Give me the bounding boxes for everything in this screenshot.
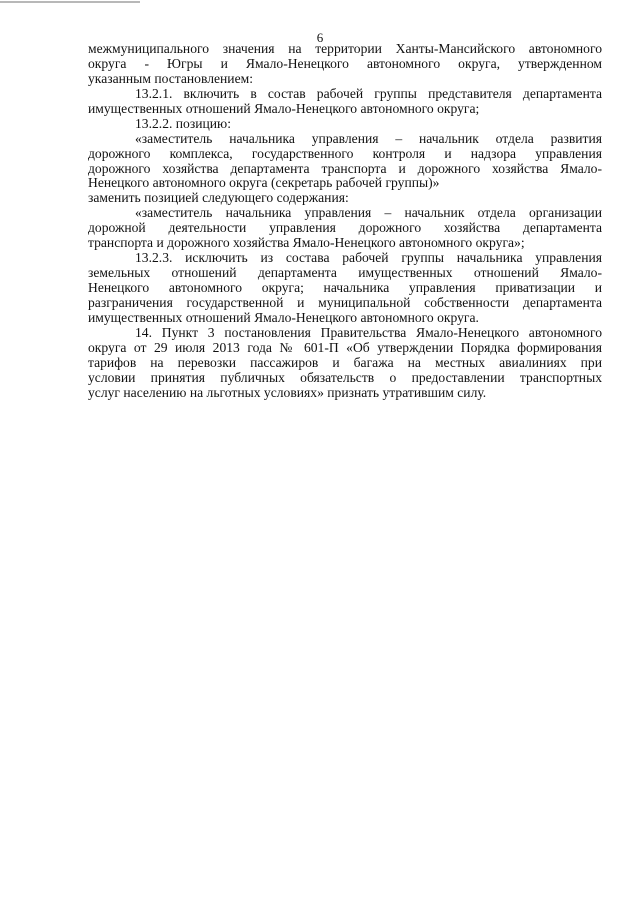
paragraph <box>88 42 602 87</box>
text-line: транспорта и дорожного хозяйства Ямало-Ненецкого автономного округа»; <box>88 235 525 251</box>
paragraph <box>88 191 602 206</box>
paragraph <box>88 206 602 251</box>
paragraph <box>88 87 602 117</box>
text-line: заменить позицией следующего содержания: <box>88 190 349 206</box>
text-line: Ненецкого автономного округа (секретарь рабочей группы)» <box>88 175 440 191</box>
text-line: тарифов на перевозки пассажиров и багажа на местных авиалиниях при <box>88 354 602 370</box>
text-line: 13.2.3. исключить из состава рабочей группы начальника управления <box>135 250 602 266</box>
text-line: 13.2.2. позицию: <box>135 115 231 131</box>
paragraph <box>88 326 602 401</box>
scan-edge-line <box>0 1 140 3</box>
text-line: дорожного хозяйства департамента транспорта и дорожного хозяйства Ямало- <box>88 160 602 176</box>
text-line: условии принятия публичных обязательств о предоставлении транспортных <box>88 369 602 385</box>
text-line: указанным постановлением: <box>88 70 253 86</box>
text-line: Ненецкого автономного округа; начальника управления приватизации и <box>88 280 602 296</box>
text-line: дорожного комплекса, государственного контроля и надзора управления <box>88 145 602 161</box>
text-line: имущественных отношений Ямало-Ненецкого автономного округа. <box>88 309 479 325</box>
text-line: 14. Пункт 3 постановления Правительства Ямало-Ненецкого автономного <box>135 324 602 340</box>
paragraph <box>88 251 602 326</box>
text-line: имущественных отношений Ямало-Ненецкого автономного округа; <box>88 100 480 116</box>
document-body <box>88 42 602 401</box>
paragraph <box>88 132 602 192</box>
text-line: дорожной деятельности управления дорожного хозяйства департамента <box>88 220 602 236</box>
text-line: «заместитель начальника управления – начальник отдела организации <box>135 205 602 221</box>
text-line: округа - Югры и Ямало-Ненецкого автономного округа, утвержденном <box>88 55 602 71</box>
text-line: разграничения государственной и муниципальной собственности департамента <box>88 295 602 311</box>
text-line: услуг населению на льготных условиях» признать утратившим силу. <box>88 384 487 400</box>
text-line: межмуниципального значения на территории Ханты-Мансийского автономного <box>88 41 602 56</box>
text-line: 13.2.1. включить в состав рабочей группы представителя департамента <box>135 85 602 101</box>
paragraph <box>88 117 602 132</box>
page-number: 6 <box>316 30 324 45</box>
text-line: «заместитель начальника управления – начальник отдела развития <box>135 130 602 146</box>
text-line: земельных отношений департамента имущественных отношений Ямало- <box>88 265 602 281</box>
text-line: округа от 29 июля 2013 года № 601-П «Об утверждении Порядка формирования <box>88 339 602 355</box>
